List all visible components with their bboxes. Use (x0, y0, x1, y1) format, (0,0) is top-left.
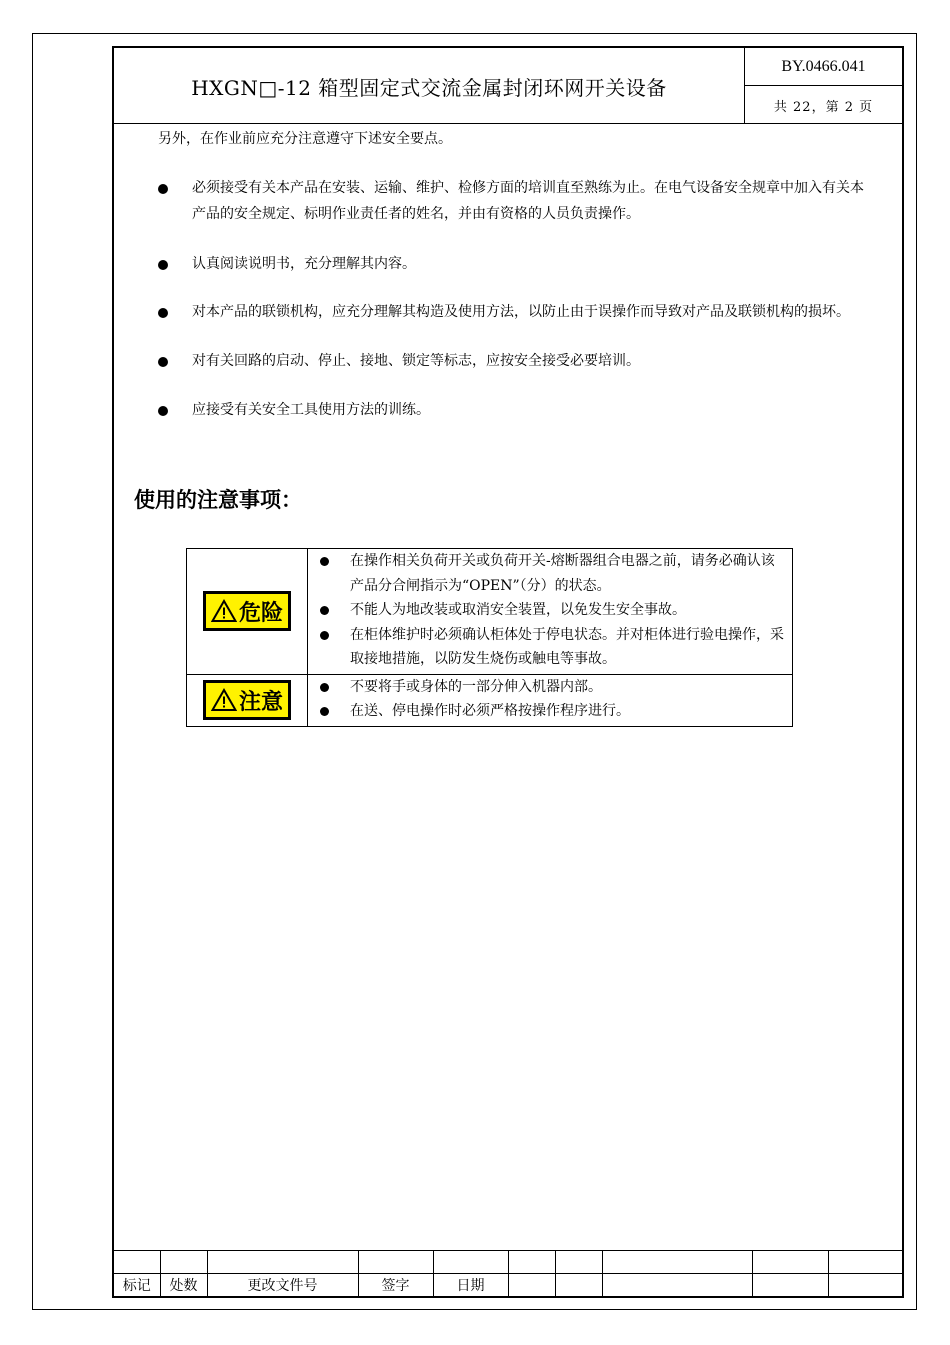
list-item (314, 623, 786, 672)
caution-label: 注意 (238, 689, 283, 715)
bullet-icon (320, 707, 329, 716)
list-item (156, 348, 876, 374)
bullet-icon (158, 357, 168, 367)
document-title: HXGN□-12 箱型固定式交流金属封闭环网开关设备 (191, 75, 667, 100)
count-label: 处数 (160, 1274, 207, 1297)
table-row (114, 1251, 902, 1274)
caution-items-cell (308, 674, 793, 726)
warnings-table (186, 548, 793, 727)
change-doc-label: 更改文件号 (207, 1274, 358, 1297)
list-item-text: 应接受有关安全工具使用方法的训练。 (192, 402, 430, 418)
warning-triangle-icon (211, 599, 237, 623)
bullet-icon (320, 683, 329, 692)
table-row (187, 549, 793, 675)
table-row (114, 1274, 902, 1297)
title-block (114, 48, 902, 124)
danger-items-cell (308, 549, 793, 675)
danger-sign-cell (187, 549, 308, 675)
danger-sign (203, 591, 291, 631)
list-item (314, 598, 786, 623)
bullet-icon (158, 260, 168, 270)
page-indicator: 共 22，第 2 页 (773, 99, 874, 115)
intro-paragraph: 另外，在作业前应充分注意遵守下述安全要点。 (158, 131, 452, 147)
list-item (156, 397, 876, 423)
bullet-icon (158, 308, 168, 318)
section-heading: 使用的注意事项： (134, 488, 302, 512)
bullet-icon (158, 406, 168, 416)
list-item (156, 299, 876, 325)
safety-points-list (156, 175, 876, 423)
list-item-text: 不能人为地改装或取消安全装置，以免发生安全事故。 (350, 602, 686, 618)
caution-sign (203, 680, 291, 720)
list-item-text: 在操作相关负荷开关或负荷开关-熔断器组合电器之前，请务必确认该产品分合闸指示为“OPEN”（分）的状态。 (350, 553, 775, 594)
bullet-icon (320, 606, 329, 615)
danger-label: 危险 (238, 600, 283, 626)
document-frame (112, 46, 904, 1298)
list-item-text: 在柜体维护时必须确认柜体处于停电状态。并对柜体进行验电操作，采取接地措施，以防发生烧伤或触电等事故。 (350, 626, 784, 667)
list-item-text: 在送、停电操作时必须严格按操作程序进行。 (350, 703, 630, 719)
list-item-text: 不要将手或身体的一部分伸入机器内部。 (350, 678, 602, 695)
list-item (156, 251, 876, 277)
list-item-text: 认真阅读说明书，充分理解其内容。 (192, 256, 416, 272)
document-number: BY.0466.041 (745, 48, 902, 86)
revision-table (114, 1250, 902, 1296)
list-item (314, 549, 786, 598)
document-meta (744, 48, 902, 124)
table-row (187, 674, 793, 726)
bullet-icon (320, 557, 329, 566)
bullet-icon (158, 184, 168, 194)
warning-triangle-icon (211, 688, 237, 712)
caution-sign-cell (187, 674, 308, 726)
list-item (314, 699, 786, 724)
caution-items-list (314, 675, 786, 724)
list-item-text: 对有关回路的启动、停止、接地、锁定等标志，应按安全接受必要培训。 (192, 353, 640, 369)
list-item (156, 175, 876, 227)
danger-items-list (314, 549, 786, 672)
bullet-icon (320, 631, 329, 640)
list-item-text: 必须接受有关本产品在安装、运输、维护、检修方面的培训直至熟练为止。在电气设备安全规章中加入有关本产品的安全规定、标明作业责任者的姓名，并由有资格的人员负责操作。 (192, 180, 864, 222)
signature-label: 签字 (358, 1274, 433, 1297)
list-item (314, 675, 786, 700)
mark-label: 标记 (114, 1274, 160, 1297)
list-item-text: 对本产品的联锁机构，应充分理解其构造及使用方法，以防止由于误操作而导致对产品及联锁机构的损坏。 (192, 304, 850, 320)
date-label: 日期 (433, 1274, 508, 1297)
